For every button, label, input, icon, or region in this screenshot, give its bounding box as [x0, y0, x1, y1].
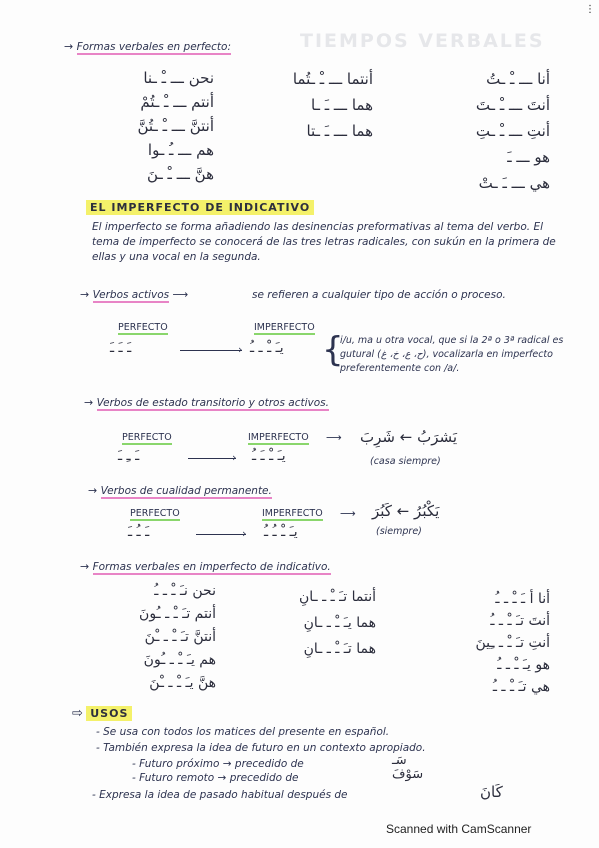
- imperfect-plural-column: [84, 580, 216, 695]
- conj-row: هما تـَ ـْ ـ ـانِ: [303, 641, 376, 657]
- arrow-icon: →: [80, 560, 90, 573]
- arrow-head-icon: ›: [232, 451, 237, 464]
- conj-row: هنَّ ـــ ـْ ـنَ: [146, 165, 214, 183]
- conj-row: هما يـَ ـْ ـ ـانِ: [303, 615, 376, 631]
- active-verbs-desc: se refieren a cualquier tipo de acción o proceso.: [252, 289, 506, 301]
- conj-row: أنتِ تـَ ـْ ـ ـِينَ: [475, 635, 550, 651]
- imperfect-forms-title: Formas verbales en imperfecto de indicativo.: [92, 561, 331, 573]
- conj-row: هم يـَ ـْ ـ ـُونَ: [143, 652, 216, 668]
- conj-row: أنتنَّ ـــ ـْ ـتُنَّ: [137, 117, 214, 135]
- vowel-note: i/u, ma u otra vocal, que si la 2ª o 3ª radical es gutural (ح، ع، خ، غ), vocalizarla en imperfecto preferentemente con /a/.: [340, 335, 564, 374]
- perfect-dual-column: [248, 66, 373, 144]
- conj-row: هنَّ يـَ ـْ ـ ـْنَ: [149, 675, 216, 691]
- kana-verb: كَانَ: [480, 783, 503, 801]
- arrow-head-icon: ›: [242, 527, 247, 540]
- imperfect-pattern: يـَ ـْ ـُ ـُ: [264, 524, 298, 540]
- hollow-arrow-icon: ⇨: [72, 706, 83, 721]
- usos-item-5: - Expresa la idea de pasado habitual después de: [92, 789, 348, 801]
- conj-row: أنتَ ـــ ـْ ـتَ: [475, 96, 550, 114]
- usos-item-4: - Futuro remoto → precedido de: [132, 772, 299, 784]
- imperfect-label: IMPERFECTO: [262, 508, 323, 519]
- quality-example: يَكْبُرُ ← كَبُرَ: [372, 502, 440, 520]
- perfect-forms-title: Formas verbales en perfecto:: [76, 41, 231, 53]
- arrow-icon: ⟶: [340, 507, 356, 520]
- usos-item-3: - Futuro próximo → precedido de: [132, 758, 304, 770]
- perfect-pattern: ـَ ـُ ـَ: [128, 524, 150, 540]
- imperfect-label: IMPERFECTO: [248, 432, 309, 443]
- faded-title: TIEMPOS VERBALES: [300, 30, 545, 52]
- conj-row: هما ـــ ـَ ـا: [311, 96, 373, 114]
- state-example-note: (casa siempre): [370, 456, 441, 467]
- section-perfect-title: [64, 40, 231, 53]
- conj-row: هو ـــ ـَ: [507, 148, 550, 166]
- conj-row: أنتِ ـــ ـْ ـتِ: [475, 122, 550, 140]
- conj-row: نحن نـَ ـْ ـ ـُ: [154, 583, 216, 599]
- conj-row: نحن ـــ ـْ ـنا: [143, 69, 214, 87]
- conj-row: أنتما تـَ ـْ ـ ـانِ: [298, 589, 376, 605]
- future-far-particle: سَوْفَ: [392, 767, 424, 782]
- imperfect-singular-column: [430, 588, 550, 698]
- perfect-plural-column: [92, 66, 214, 186]
- conj-row: هي ـــ ـَ ـتْ: [478, 174, 550, 192]
- perfect-pattern: ـَ ـَ ـَ: [110, 340, 132, 356]
- usos-line: [72, 706, 132, 721]
- conj-row: أنتما ـــ ـْ ـتُما: [292, 70, 373, 88]
- conj-row: أنتم ـــ ـْ ـتُمْ: [140, 93, 214, 111]
- active-verbs-title: Verbos activos: [92, 289, 170, 301]
- arrow-icon: ⟶: [326, 431, 342, 444]
- quality-verbs-title: Verbos de cualidad permanente.: [100, 485, 272, 497]
- state-example: يَشرَبُ ← شَرِبَ: [360, 428, 458, 446]
- usos-item-1: - Se usa con todos los matices del presente en español.: [96, 726, 390, 738]
- imperfect-pattern: يـَ ـْ ـ ـُ: [250, 340, 284, 356]
- usos-item-2: - También expresa la idea de futuro en un contexto apropiado.: [96, 742, 426, 754]
- arrow-head-icon: ›: [238, 343, 243, 356]
- arrow-icon: →: [88, 484, 98, 497]
- arrow-icon: →: [64, 40, 74, 53]
- perfect-label: PERFECTO: [118, 322, 168, 333]
- conj-row: أنا ـــ ـْ ـتُ: [486, 70, 550, 88]
- conj-row: أنتنَّ تـَ ـْ ـ ـْنَ: [144, 629, 216, 645]
- conj-row: هما ـــ ـَ ـتا: [306, 122, 373, 140]
- arrow-icon: →: [80, 288, 90, 301]
- conj-row: أنتَ تـَ ـْ ـ ـُ: [490, 613, 550, 629]
- perfect-label: PERFECTO: [122, 432, 172, 443]
- conj-row: هو يـَ ـْ ـ ـُ: [497, 657, 550, 673]
- imperfect-label: IMPERFECTO: [254, 322, 315, 333]
- perfect-pattern: ـَ ـِ ـَ: [118, 448, 140, 464]
- usos-heading: USOS: [86, 706, 132, 721]
- imperfect-paragraph: El imperfecto se forma añadiendo las desinencias preformativas al tema del verbo. El tema de imperfecto se conocerá de las tres letras radicales, con sukún en la primera de ellas y una vocal en la segunda.: [92, 221, 556, 263]
- scanner-watermark: Scanned with CamScanner: [386, 822, 532, 836]
- arrow-line: [196, 534, 246, 535]
- arrow-line: [180, 350, 242, 351]
- state-verbs-line: [84, 396, 329, 409]
- conj-row: هي تـَ ـْ ـ ـُ: [492, 679, 550, 695]
- imperfect-heading: EL IMPERFECTO DE INDICATIVO: [86, 200, 314, 215]
- perfect-label: PERFECTO: [130, 508, 180, 519]
- imperfect-heading-wrap: [86, 196, 314, 215]
- arrow-icon: →: [84, 396, 94, 409]
- conj-row: أنا أ ـَ ـْ ـ ـُ: [495, 591, 550, 607]
- brace-icon: {: [322, 330, 344, 370]
- conj-row: هم ـــ ـُ ـوا: [147, 141, 214, 159]
- arrow-icon: ⟶: [172, 288, 189, 301]
- imperfect-dual-column: [236, 584, 376, 662]
- quality-example-note: (siempre): [376, 526, 422, 537]
- perfect-singular-column: [440, 66, 550, 196]
- state-verbs-title: Verbos de estado transitorio y otros activos.: [96, 397, 329, 409]
- imperfect-pattern: يـَ ـْ ـَ ـُ: [252, 448, 286, 464]
- menu-dots-icon: ⋮: [585, 4, 595, 15]
- imperfect-forms-line: [80, 560, 331, 573]
- future-near-particle: سَـ: [392, 753, 407, 768]
- active-verbs-line: [80, 288, 188, 301]
- conj-row: أنتم تـَ ـْ ـ ـُونَ: [139, 606, 216, 622]
- arrow-line: [188, 458, 236, 459]
- quality-verbs-line: [88, 484, 272, 497]
